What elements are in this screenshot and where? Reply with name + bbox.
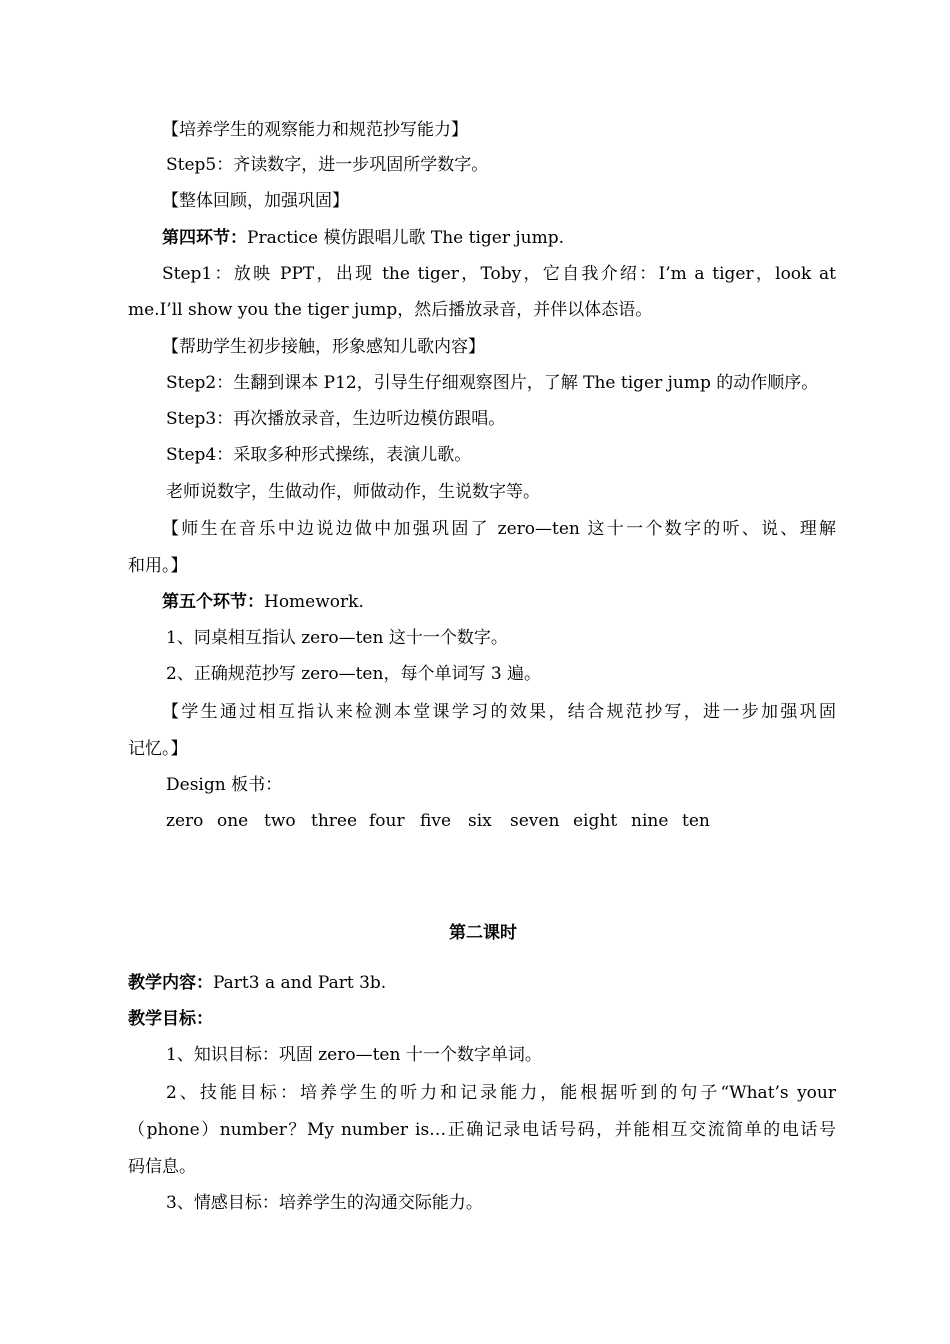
design-word: eight — [573, 811, 618, 831]
teaching-content-text: Part3 a and Part 3b. — [213, 973, 387, 993]
design-word: nine — [631, 811, 669, 831]
design-label: Design 板书： — [166, 775, 283, 795]
design-word: two — [264, 811, 296, 831]
teaching-content — [128, 971, 838, 995]
homework-item-2: 2、正确规范抄写 zero—ten，每个单词写 3 遍。 — [166, 664, 542, 684]
stage5-heading — [162, 590, 872, 614]
step3-text: Step3：再次播放录音，生边听边模仿跟唱。 — [166, 409, 506, 429]
note-review: 【整体回顾，加强巩固】 — [162, 191, 349, 211]
step2-text: Step2：生翻到课本 P12，引导生仔细观察图片，了解 The tiger jump 的动作顺序。 — [166, 373, 819, 393]
design-word: five — [420, 811, 452, 831]
design-word: ten — [682, 811, 710, 831]
note-observe-ability: 【培养学生的观察能力和规范抄写能力】 — [162, 120, 468, 140]
note-homework-line2: 记忆。】 — [128, 739, 188, 759]
goal-skill-line2: （phone）number？My number is…正确记录电话号码，并能相互交流简单的电话号 — [128, 1120, 836, 1140]
note-music-line1: 【师生在音乐中边说边做中加强巩固了 zero—ten 这十一个数字的听、说、理解 — [162, 519, 836, 539]
design-word: four — [369, 811, 405, 831]
stage4-label: 第四环节： — [162, 228, 247, 248]
goal-emotion: 3、情感目标：培养学生的沟通交际能力。 — [166, 1193, 483, 1213]
teaching-content-label: 教学内容： — [128, 973, 213, 993]
teaching-goals-label: 教学目标： — [128, 1009, 213, 1029]
stage5-text: Homework. — [264, 592, 364, 612]
design-word: three — [311, 811, 358, 831]
design-word: seven — [510, 811, 560, 831]
goal-knowledge: 1、知识目标：巩固 zero—ten 十一个数字单词。 — [166, 1045, 542, 1065]
goal-skill-line1: 2、技能目标：培养学生的听力和记录能力，能根据听到的句子“What’s your — [166, 1083, 836, 1103]
design-word: zero — [166, 811, 204, 831]
teacher-activity: 老师说数字，生做动作，师做动作，生说数字等。 — [166, 482, 540, 502]
step4-text: Step4：采取多种形式操练，表演儿歌。 — [166, 445, 472, 465]
note-music-line2: 和用。】 — [128, 556, 188, 576]
design-word: six — [468, 811, 492, 831]
stage4-heading — [162, 226, 872, 250]
stage4-text: Practice 模仿跟唱儿歌 The tiger jump. — [247, 228, 564, 248]
design-word: one — [217, 811, 249, 831]
note-homework-line1: 【学生通过相互指认来检测本堂课学习的效果，结合规范抄写，进一步加强巩固 — [162, 702, 836, 722]
note-help: 【帮助学生初步接触，形象感知儿歌内容】 — [162, 337, 485, 357]
goal-skill-line3: 码信息。 — [128, 1157, 196, 1177]
stage5-label: 第五个环节： — [162, 592, 264, 612]
step1-line1: Step1：放映 PPT，出现 the tiger，Toby，它自我介绍：I’m a tiger，look at — [162, 264, 836, 284]
step5-text: Step5：齐读数字，进一步巩固所学数字。 — [166, 155, 489, 175]
homework-item-1: 1、同桌相互指认 zero—ten 这十一个数字。 — [166, 628, 508, 648]
step1-line2: me.I’ll show you the tiger jump，然后播放录音，并伴以体态语。 — [128, 300, 653, 320]
lesson2-title: 第二课时 — [449, 923, 517, 943]
